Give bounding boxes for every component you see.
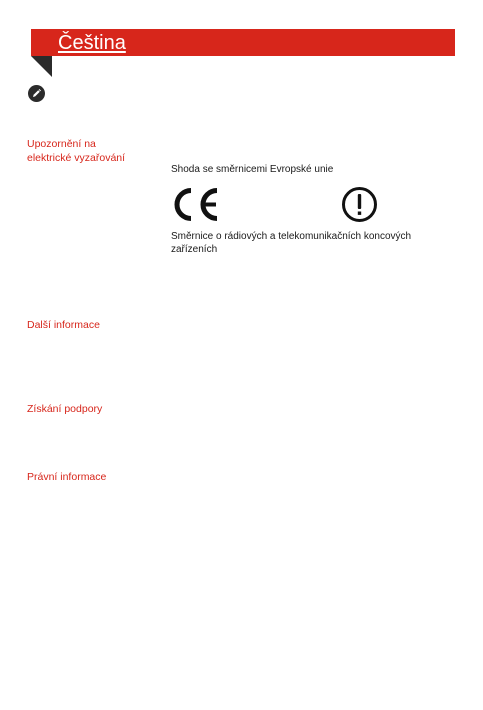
banner-fold	[31, 56, 52, 77]
rtte-directive-line1: Směrnice o rádiových a telekomunikačních koncových	[171, 231, 412, 242]
rtte-directive-text	[171, 230, 441, 256]
section-label-emf-line2: elektrické vyzařování	[27, 152, 126, 164]
section-label-more-info: Další informace	[27, 319, 100, 331]
section-label-support: Získání podpory	[27, 403, 103, 415]
eu-compliance-heading: Shoda se směrnicemi Evropské unie	[171, 164, 334, 175]
rtte-directive-line2: zařízeních	[171, 244, 218, 255]
ce-mark-icon	[171, 186, 223, 223]
language-title: Čeština	[58, 32, 126, 54]
pencil-note-icon	[28, 85, 45, 102]
section-label-legal: Právní informace	[27, 471, 107, 483]
section-label-emf	[27, 137, 157, 165]
section-label-emf-line1: Upozornění na	[27, 138, 96, 150]
exclamation-circle-icon	[341, 186, 378, 223]
